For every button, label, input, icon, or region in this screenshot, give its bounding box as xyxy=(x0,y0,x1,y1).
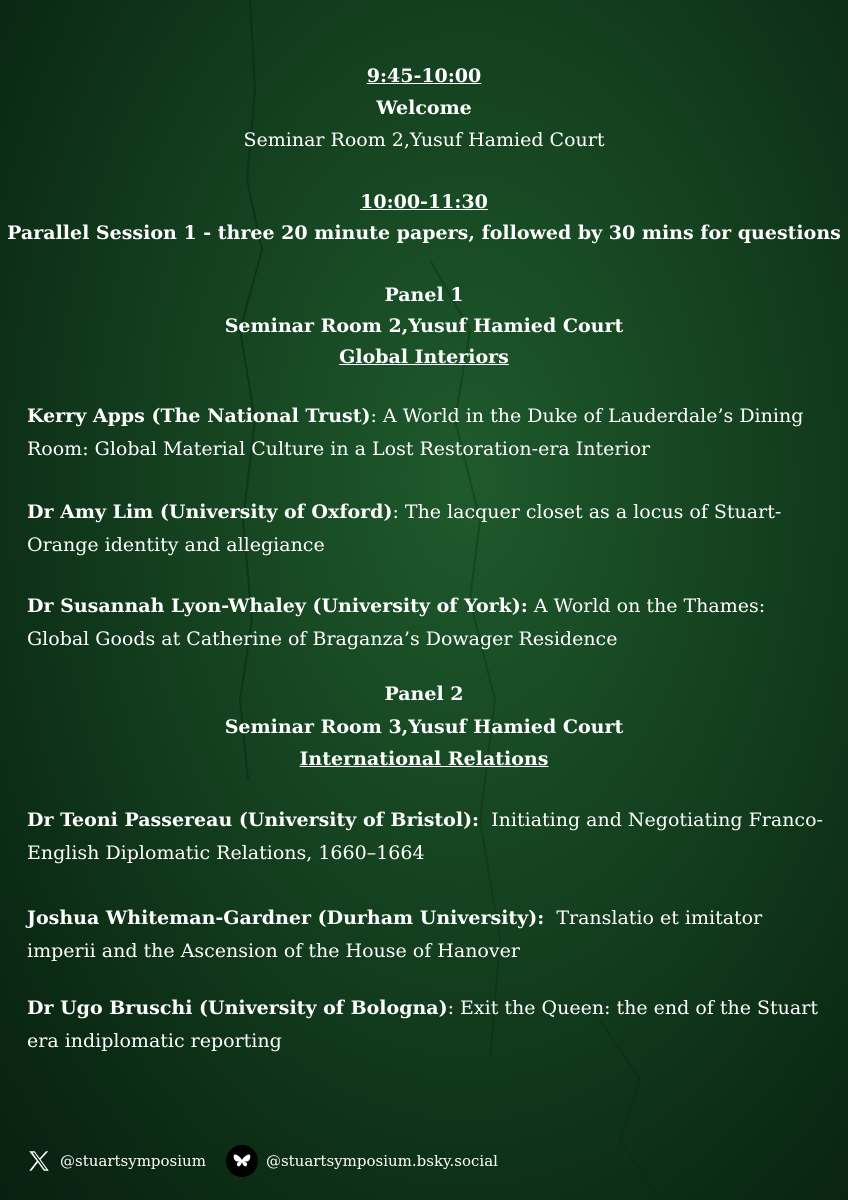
panel2-paper-3 xyxy=(27,992,827,1058)
panel1-paper-1 xyxy=(27,400,827,466)
panel1-theme: Global Interiors xyxy=(339,346,509,368)
panel2-paper-2 xyxy=(27,902,827,968)
paper-title: Translatio et imitator imperii and the Ascension of the House of Hanover xyxy=(27,907,769,962)
paper-speaker: Dr Amy Lim (University of Oxford) xyxy=(27,501,393,523)
paper-title: A World on the Thames: Global Goods at Catherine of Braganza’s Dowager Residence xyxy=(27,595,766,650)
paper-title: Exit the Queen: the end of the Stuart era indiplomatic reporting xyxy=(27,997,818,1052)
welcome-title: Welcome xyxy=(376,97,472,119)
x-logo-icon[interactable] xyxy=(26,1148,52,1174)
paper-speaker: Dr Ugo Bruschi (University of Bologna) xyxy=(27,997,448,1019)
panel2-paper-1 xyxy=(27,804,827,870)
butterfly-icon xyxy=(233,1153,251,1169)
panel1-location: Seminar Room 2,Yusuf Hamied Court xyxy=(224,315,624,337)
paper-separator: : xyxy=(370,405,377,427)
welcome-time: 9:45-10:00 xyxy=(366,65,482,87)
bsky-handle[interactable]: @stuartsymposium.bsky.social xyxy=(265,1152,498,1170)
session1-title: Parallel Session 1 - three 20 minute papers, followed by 30 mins for questions xyxy=(7,222,841,244)
panel1-paper-2 xyxy=(27,496,827,562)
paper-separator: : xyxy=(392,501,399,523)
panel2-title: Panel 2 xyxy=(384,683,464,705)
paper-title: A World in the Duke of Lauderdale’s Dining Room: Global Material Culture in a Lost Restoration-era Interior xyxy=(27,405,804,460)
paper-title: The lacquer closet as a locus of Stuart-Orange identity and allegiance xyxy=(27,501,782,556)
session1-time: 10:00-11:30 xyxy=(360,191,488,213)
panel2-location: Seminar Room 3,Yusuf Hamied Court xyxy=(224,716,624,738)
panel1-title: Panel 1 xyxy=(384,284,464,306)
paper-speaker: Dr Susannah Lyon-Whaley (University of York): xyxy=(27,595,528,617)
paper-speaker: Dr Teoni Passereau (University of Bristol): xyxy=(27,809,480,831)
panel1-paper-3 xyxy=(27,590,827,656)
paper-speaker: Kerry Apps (The National Trust) xyxy=(27,405,371,427)
paper-separator: : xyxy=(447,997,455,1019)
panel2-theme: International Relations xyxy=(299,748,549,770)
welcome-location: Seminar Room 2,Yusuf Hamied Court xyxy=(243,129,605,151)
paper-speaker: Joshua Whiteman-Gardner (Durham University): xyxy=(27,907,545,929)
social-footer xyxy=(26,1143,498,1179)
x-handle[interactable]: @stuartsymposium xyxy=(60,1152,206,1170)
paper-title: Initiating and Negotiating Franco-English Diplomatic Relations, 1660–1664 xyxy=(27,809,823,864)
bsky-badge[interactable] xyxy=(226,1145,258,1177)
